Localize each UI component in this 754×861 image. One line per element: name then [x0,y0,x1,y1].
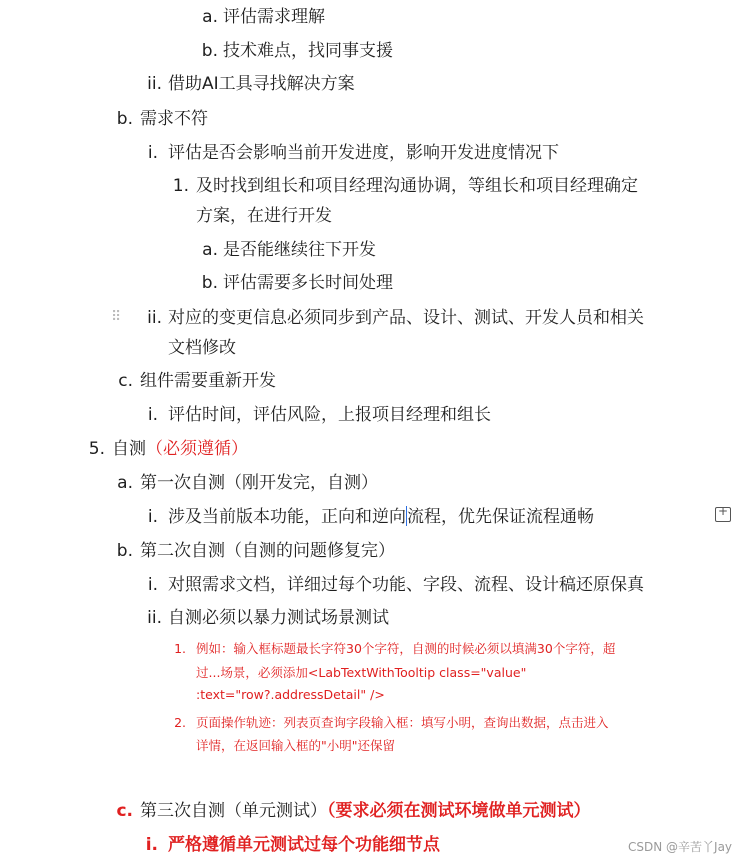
list-text: 第一次自测（刚开发完，自测） [140,473,378,493]
list-text[interactable] [168,506,594,528]
list-marker: 1. [172,176,189,196]
list-marker: a. [202,240,218,260]
text-after-caret: 流程，优先保证流程通畅 [407,507,594,527]
required-note: （必须遵循） [146,439,248,459]
list-text: 评估是否会影响当前开发进度，影响开发进度情况下 [168,143,559,163]
list-marker: i. [147,507,158,527]
drag-handle-icon[interactable]: ⠿ [111,309,122,325]
list-text: 第二次自测（自测的问题修复完） [140,541,395,561]
required-note: （要求必须在测试环境做单元测试） [327,801,591,821]
list-marker: ii. [147,74,162,94]
list-marker: i. [147,575,158,595]
list-text: 例如：输入框标题最长字符30个字符，自测的时候必须以填满30个字符，超 [196,641,616,656]
text-before-caret: 涉及当前版本功能，正向和逆向 [168,507,406,527]
list-marker: c. [116,801,133,821]
list-text: 页面操作轨迹：列表页查询字段输入框：填写小明，查询出数据，点击进入 [196,715,609,730]
list-text [140,800,591,822]
list-text: 技术难点，找同事支援 [223,41,393,61]
list-marker: ii. [147,308,162,328]
list-marker: ii. [147,608,162,628]
list-text: 及时找到组长和项目经理沟通协调，等组长和项目经理确定 [196,176,638,196]
list-marker: i. [147,405,158,425]
list-marker: 1. [174,641,186,656]
heading-text: 第三次自测（单元测试） [140,801,327,821]
list-text: 文档修改 [168,338,236,358]
list-marker: c. [118,371,133,391]
add-comment-icon[interactable] [715,507,731,522]
list-marker: 2. [174,715,186,730]
heading-text: 自测 [112,439,146,459]
list-text: 评估时间，评估风险，上报项目经理和组长 [168,405,491,425]
list-text: 评估需求理解 [223,7,325,27]
list-marker: 5. [88,439,105,459]
list-text: 评估需要多长时间处理 [223,273,393,293]
list-text: 过...场景，必须添加<LabTextWithTooltip class="value" [196,665,527,680]
list-text: 对应的变更信息必须同步到产品、设计、测试、开发人员和相关 [168,308,644,328]
list-text: 是否能继续往下开发 [223,240,376,260]
list-text: 详情，在返回输入框的"小明"还保留 [196,738,395,753]
watermark: CSDN @辛苦丫Jay [628,840,733,854]
list-text: 需求不符 [140,109,208,129]
list-text: :text="row?.addressDetail" /> [196,687,385,702]
list-marker: i. [147,143,158,163]
list-text: 组件需要重新开发 [140,371,276,391]
list-marker: b. [116,109,133,129]
list-text [112,438,248,460]
list-marker: a. [202,7,218,27]
list-marker: b. [201,273,218,293]
list-text: 自测必须以暴力测试场景测试 [168,608,389,628]
list-marker: b. [116,541,133,561]
list-text: 对照需求文档，详细过每个功能、字段、流程、设计稿还原保真 [168,575,644,595]
list-marker: i. [145,835,158,855]
list-marker: a. [117,473,133,493]
list-text: 借助AI工具寻找解决方案 [168,74,355,94]
list-text: 严格遵循单元测试过每个功能细节点 [168,835,440,855]
list-marker: b. [201,41,218,61]
list-text: 方案，在进行开发 [196,206,332,226]
